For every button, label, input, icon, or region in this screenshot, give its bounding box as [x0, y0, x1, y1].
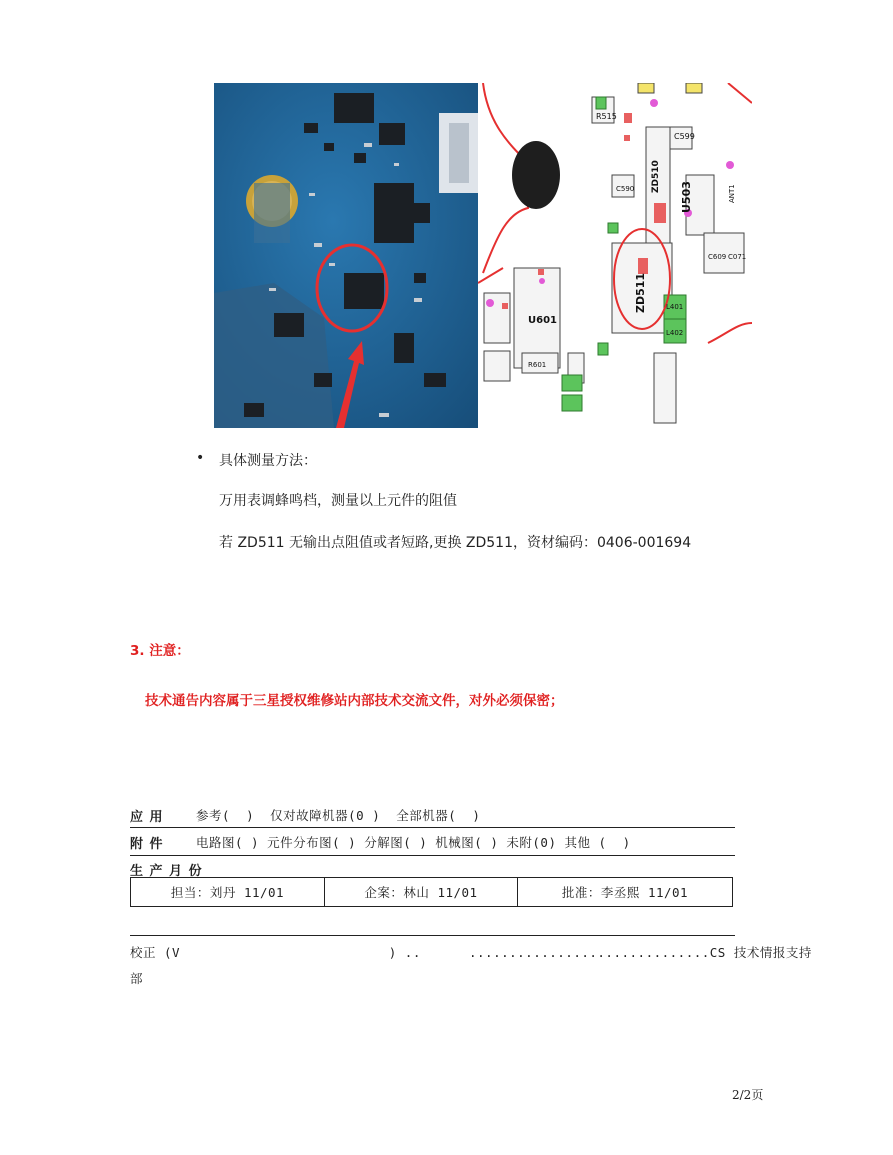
rule-3 — [130, 935, 735, 936]
label-zd510: ZD510 — [651, 160, 661, 193]
label-r515: R515 — [596, 112, 617, 121]
method-line-1: 万用表调蜂鸣档，测量以上元件的阻值 — [219, 493, 457, 509]
label-u503: U503 — [680, 181, 693, 213]
method-heading: 具体测量方法： — [219, 453, 317, 469]
note-body: 技术通告内容属于三星授权维修站内部技术交流文件，对外必须保密； — [145, 693, 564, 709]
sign-approve: 批准：李丞熙 11/01 — [561, 885, 689, 900]
sign-plan: 企案：林山 11/01 — [325, 878, 518, 906]
footer-line-2: 部 — [130, 971, 144, 986]
label-u601: U601 — [528, 315, 557, 326]
label-l402: L402 — [666, 329, 684, 337]
component-layout-art — [478, 83, 752, 428]
component-layout-diagram — [478, 83, 752, 428]
bullet-marker: • — [196, 450, 205, 466]
label-l401: L401 — [666, 303, 684, 311]
rule-2 — [130, 855, 735, 856]
footer-line-1: 校正 (V ) .. ..............................CS 技术情报支持 — [130, 945, 812, 960]
label-c609: C609 — [708, 253, 727, 261]
attach-items: 电路图( ) 元件分布图( ) 分解图( ) 机械图( ) 未附(0) 其他 ( ) — [196, 835, 631, 850]
apply-items: 参考( ) 仅对故障机器(0 ) 全部机器( ) — [196, 808, 481, 823]
label-c590: C590 — [616, 185, 635, 193]
label-r601: R601 — [528, 361, 547, 369]
label-c599: C599 — [674, 132, 695, 141]
page-number: 2/2页 — [732, 1088, 764, 1102]
method-line-2: 若 ZD511 无输出点阻值或者短路,更换 ZD511，资材编码：0406-001694 — [219, 535, 692, 551]
signature-table — [130, 877, 733, 907]
label-c071: C071 — [728, 253, 747, 261]
note-title: 3. 注意： — [130, 643, 190, 659]
apply-label: 应 用 — [130, 810, 164, 825]
label-ant1: ANT1 — [728, 184, 736, 203]
sign-owner: 担当：刘丹 11/01 — [131, 878, 325, 906]
rule-1 — [130, 827, 735, 828]
attach-label: 附 件 — [130, 837, 164, 852]
month-label: 生 产 月 份 — [130, 864, 203, 879]
pcb-photo — [214, 83, 478, 428]
pcb-photo-art — [214, 83, 478, 428]
label-zd511: ZD511 — [634, 272, 647, 313]
